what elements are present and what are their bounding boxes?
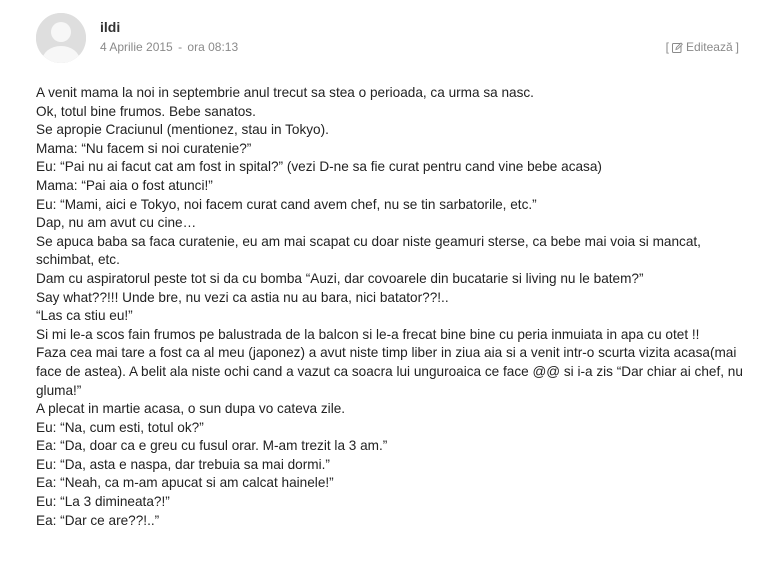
comment-paragraph: Mama: “Pai aia o fost atunci!” <box>36 177 213 193</box>
comment-paragraph: Eu: “Mami, aici e Tokyo, noi facem curat cand avem chef, nu se tin sarbatorile, etc.” <box>36 196 537 212</box>
comment-body <box>36 84 756 530</box>
comment-paragraph: Eu: “Da, asta e naspa, dar trebuia sa mai dormi.” <box>36 456 330 472</box>
comment-paragraph: A venit mama la noi in septembrie anul trecut sa stea o perioada, ca urma sa nasc. <box>36 85 534 100</box>
edit-bracket-open: [ <box>665 40 669 54</box>
pencil-square-icon <box>672 42 683 53</box>
comment-paragraph: Se apuca baba sa faca curatenie, eu am mai scapat cu doar niste geamuri sterse, ca bebe mai voia si mancat, schimbat, etc. <box>36 233 701 268</box>
comment-author[interactable]: ildi <box>100 19 121 35</box>
edit-bracket-close: ] <box>735 40 739 54</box>
comment-paragraph: Ea: “Dar ce are??!..” <box>36 512 160 528</box>
comment-paragraph: Ea: “Neah, ca m-am apucat si am calcat hainele!” <box>36 475 334 491</box>
comment-paragraph: Eu: “Na, cum esti, totul ok?” <box>36 419 204 435</box>
edit-link[interactable] <box>672 40 733 54</box>
comment-paragraph: Dap, nu am avut cu cine… <box>36 215 197 231</box>
edit-comment <box>666 40 739 54</box>
comment-paragraph: Dam cu aspiratorul peste tot si da cu bomba “Auzi, dar covoarele din bucatarie si living nu le batem?” <box>36 270 644 286</box>
comment-paragraph: Eu: “Pai nu ai facut cat am fost in spital?” (vezi D-ne sa fie curat pentru cand vine bebe acasa) <box>36 159 602 175</box>
comment-paragraph: Faza cea mai tare a fost ca al meu (japonez) a avut niste timp liber in ziua aia si a venit intr-o scurta vizita acasa(mai face de astea). A belit ala niste ochi cand a vazut ca soacra lui unguroaica ce face @@ si i-a zis “Dar chiar ai chef, nu gluma!” <box>36 345 743 398</box>
comment-datetime <box>100 40 238 54</box>
default-user-silhouette-icon <box>36 13 86 63</box>
comment-time[interactable]: ora 08:13 <box>187 40 239 54</box>
comment-paragraph: Si mi le-a scos fain frumos pe balustrada de la balcon si le-a frecat bine bine cu peria inmuiata in apa cu otet !! <box>36 326 700 342</box>
comment-paragraph: A plecat in martie acasa, o sun dupa vo cateva zile. <box>36 401 346 417</box>
date-separator: - <box>178 40 183 54</box>
comment-date[interactable]: 4 Aprilie 2015 <box>100 40 173 54</box>
comment-paragraph: “Las ca stiu eu!” <box>36 308 133 324</box>
comment-paragraph: Se apropie Craciunul (mentionez, stau in Tokyo). <box>36 122 329 138</box>
comment-paragraph: Say what??!!! Unde bre, nu vezi ca astia nu au bara, nici batator??!.. <box>36 289 449 305</box>
comment-paragraph: Ok, totul bine frumos. Bebe sanatos. <box>36 103 256 119</box>
comment-paragraph: Ea: “Da, doar ca e greu cu fusul orar. M-am trezit la 3 am.” <box>36 438 388 454</box>
comment-paragraph: Eu: “La 3 dimineata?!” <box>36 494 170 510</box>
edit-label: Editează <box>685 40 733 54</box>
comment-paragraph: Mama: “Nu facem si noi curatenie?” <box>36 140 252 156</box>
avatar <box>36 13 86 63</box>
